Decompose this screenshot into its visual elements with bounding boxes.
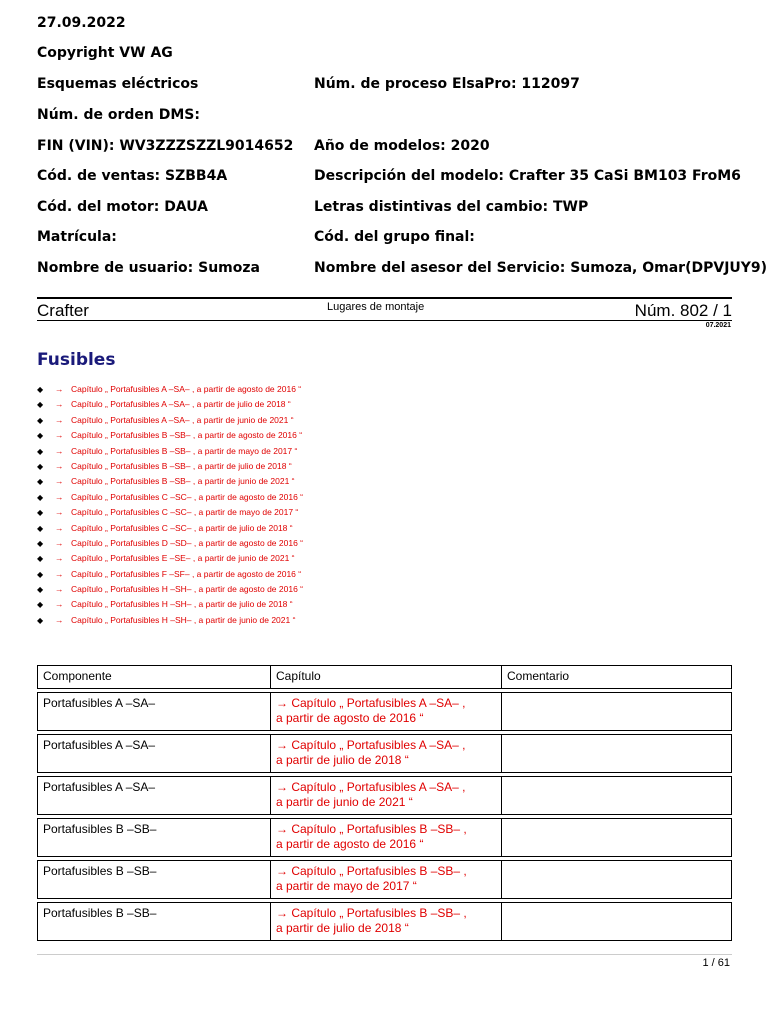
diamond-bullet-icon: ◆ <box>37 415 44 425</box>
list-item[interactable] <box>37 614 303 629</box>
chapter-line2[interactable]: a partir de julio de 2018 “ <box>276 921 409 935</box>
service-advisor: Nombre del asesor del Servicio: Sumoza, Omar(DPVJUY9) <box>314 260 768 276</box>
component-cell: Portafusibles B –SB– <box>37 860 271 899</box>
diamond-bullet-icon: ◆ <box>37 615 44 625</box>
schemes-label: Esquemas eléctricos <box>37 76 199 92</box>
license-plate: Matrícula: <box>37 229 117 245</box>
component-cell: Portafusibles A –SA– <box>37 692 271 731</box>
right-arrow-icon: → <box>55 414 64 425</box>
right-arrow-icon: → <box>55 476 64 487</box>
chapter-link[interactable]: Capítulo „ Portafusibles E –SE– , a partir de junio de 2021 “ <box>71 553 295 564</box>
chapter-link[interactable]: Capítulo „ Portafusibles F –SF– , a partir de agosto de 2016 “ <box>71 568 302 579</box>
chapter-link-cell[interactable] <box>271 692 502 731</box>
chapter-line2[interactable]: a partir de agosto de 2016 “ <box>276 711 424 725</box>
right-arrow-icon: → <box>55 599 64 610</box>
table-row <box>37 692 732 731</box>
chapter-link[interactable]: Capítulo „ Portafusibles H –SH– , a partir de julio de 2018 “ <box>71 599 293 610</box>
header-comment: Comentario <box>502 665 732 689</box>
list-item[interactable] <box>37 398 303 413</box>
right-arrow-icon: → <box>55 460 64 471</box>
chapter-line1[interactable]: Capítulo „ Portafusibles A –SA– , <box>291 738 466 752</box>
right-arrow-icon: → <box>55 399 64 410</box>
chapter-line1[interactable]: Capítulo „ Portafusibles A –SA– , <box>291 780 466 794</box>
right-arrow-icon: → <box>55 430 64 441</box>
chapter-link[interactable]: Capítulo „ Portafusibles B –SB– , a partir de agosto de 2016 “ <box>71 430 303 441</box>
right-arrow-icon: → <box>55 584 64 595</box>
right-arrow-icon: → <box>276 738 292 752</box>
diamond-bullet-icon: ◆ <box>37 600 44 610</box>
chapter-line1[interactable]: Capítulo „ Portafusibles B –SB– , <box>291 906 467 920</box>
right-arrow-icon: → <box>55 614 64 625</box>
list-item[interactable] <box>37 445 303 460</box>
table-row <box>37 734 732 773</box>
list-item[interactable] <box>37 506 303 521</box>
chapter-link[interactable]: Capítulo „ Portafusibles A –SA– , a partir de agosto de 2016 “ <box>71 384 302 394</box>
table-row <box>37 860 732 899</box>
title-top-rule <box>37 297 732 299</box>
diamond-bullet-icon: ◆ <box>37 400 44 410</box>
edition-date: 07.2021 <box>705 322 731 329</box>
header-chapter: Capítulo <box>271 665 502 689</box>
header-component: Componente <box>37 665 271 689</box>
right-arrow-icon: → <box>276 780 292 794</box>
comment-cell <box>502 734 732 773</box>
right-arrow-icon: → <box>55 445 64 456</box>
list-item[interactable] <box>37 383 303 398</box>
chapter-line2[interactable]: a partir de junio de 2021 “ <box>276 795 413 809</box>
list-item[interactable] <box>37 522 303 537</box>
chapter-link-cell[interactable] <box>271 734 502 773</box>
diamond-bullet-icon: ◆ <box>37 385 44 394</box>
right-arrow-icon: → <box>55 553 64 564</box>
gearbox-letters: Letras distintivas del cambio: TWP <box>314 199 589 215</box>
chapter-link-cell[interactable] <box>271 818 502 857</box>
chapter-link[interactable]: Capítulo „ Portafusibles D –SD– , a partir de agosto de 2016 “ <box>71 537 303 548</box>
diamond-bullet-icon: ◆ <box>37 477 44 487</box>
diamond-bullet-icon: ◆ <box>37 523 44 533</box>
footer-rule <box>37 954 732 955</box>
chapter-link[interactable]: Capítulo „ Portafusibles C –SC– , a partir de mayo de 2017 “ <box>71 507 299 518</box>
chapter-link-cell[interactable] <box>271 776 502 815</box>
chapter-line1[interactable]: Capítulo „ Portafusibles A –SA– , <box>291 696 466 710</box>
comment-cell <box>502 818 732 857</box>
right-arrow-icon: → <box>55 491 64 502</box>
page-indicator: 1 / 61 <box>702 957 730 969</box>
final-group-code: Cód. del grupo final: <box>314 229 475 245</box>
vin: FIN (VIN): WV3ZZZSZZL9014652 <box>37 138 294 154</box>
list-item[interactable] <box>37 583 303 598</box>
right-arrow-icon: → <box>276 864 292 878</box>
list-item[interactable] <box>37 568 303 583</box>
diamond-bullet-icon: ◆ <box>37 554 44 564</box>
list-item[interactable] <box>37 414 303 429</box>
chapter-link-cell[interactable] <box>271 860 502 899</box>
title-bottom-rule <box>37 320 732 321</box>
model-name: Crafter <box>37 301 89 320</box>
chapter-link[interactable]: Capítulo „ Portafusibles H –SH– , a partir de agosto de 2016 “ <box>71 584 303 595</box>
chapter-link[interactable]: Capítulo „ Portafusibles A –SA– , a partir de junio de 2021 “ <box>71 414 294 425</box>
section-heading: Fusibles <box>37 350 116 370</box>
doc-number: Núm. 802 / 1 <box>634 301 732 320</box>
chapter-link[interactable]: Capítulo „ Portafusibles C –SC– , a partir de julio de 2018 “ <box>71 522 293 533</box>
dms-order: Núm. de orden DMS: <box>37 107 200 123</box>
right-arrow-icon: → <box>55 568 64 579</box>
chapter-link[interactable]: Capítulo „ Portafusibles B –SB– , a partir de mayo de 2017 “ <box>71 445 298 456</box>
list-item[interactable] <box>37 429 303 444</box>
chapter-link-cell[interactable] <box>271 902 502 941</box>
list-item[interactable] <box>37 598 303 613</box>
right-arrow-icon: → <box>55 522 64 533</box>
component-cell: Portafusibles A –SA– <box>37 776 271 815</box>
right-arrow-icon: → <box>276 822 292 836</box>
component-cell: Portafusibles A –SA– <box>37 734 271 773</box>
right-arrow-icon: → <box>276 906 292 920</box>
chapter-link[interactable]: Capítulo „ Portafusibles C –SC– , a partir de agosto de 2016 “ <box>71 491 303 502</box>
chapter-link[interactable]: Capítulo „ Portafusibles B –SB– , a partir de julio de 2018 “ <box>71 460 292 471</box>
sales-code: Cód. de ventas: SZBB4A <box>37 168 228 184</box>
diamond-bullet-icon: ◆ <box>37 508 44 518</box>
component-cell: Portafusibles B –SB– <box>37 818 271 857</box>
engine-code: Cód. del motor: DAUA <box>37 199 208 215</box>
elsapro-process: Núm. de proceso ElsaPro: 112097 <box>314 76 580 92</box>
chapter-line2[interactable]: a partir de mayo de 2017 “ <box>276 879 417 893</box>
right-arrow-icon: → <box>55 384 64 394</box>
print-date: 27.09.2022 <box>37 15 126 31</box>
chapter-line1[interactable]: Capítulo „ Portafusibles B –SB– , <box>291 822 467 836</box>
diamond-bullet-icon: ◆ <box>37 569 44 579</box>
component-cell: Portafusibles B –SB– <box>37 902 271 941</box>
user-name: Nombre de usuario: Sumoza <box>37 260 260 276</box>
chapter-line2[interactable]: a partir de agosto de 2016 “ <box>276 837 424 851</box>
model-description: Descripción del modelo: Crafter 35 CaSi BM103 FroM6 <box>314 168 741 184</box>
list-item[interactable] <box>37 460 303 475</box>
list-item[interactable] <box>37 475 303 490</box>
table-row <box>37 776 732 815</box>
right-arrow-icon: → <box>55 507 64 518</box>
diamond-bullet-icon: ◆ <box>37 461 44 471</box>
right-arrow-icon: → <box>55 537 64 548</box>
chapter-link[interactable]: Capítulo „ Portafusibles H –SH– , a partir de junio de 2021 “ <box>71 614 296 625</box>
fuse-chapter-list <box>37 383 303 629</box>
comment-cell <box>502 692 732 731</box>
list-item[interactable] <box>37 552 303 567</box>
diamond-bullet-icon: ◆ <box>37 446 44 456</box>
right-arrow-icon: → <box>276 696 292 710</box>
diamond-bullet-icon: ◆ <box>37 431 44 441</box>
list-item[interactable] <box>37 491 303 506</box>
chapter-link[interactable]: Capítulo „ Portafusibles A –SA– , a partir de julio de 2018 “ <box>71 399 291 410</box>
diamond-bullet-icon: ◆ <box>37 492 44 502</box>
comment-cell <box>502 860 732 899</box>
list-item[interactable] <box>37 537 303 552</box>
diamond-bullet-icon: ◆ <box>37 585 44 595</box>
table-row <box>37 902 732 941</box>
chapter-line2[interactable]: a partir de julio de 2018 “ <box>276 753 409 767</box>
table-row <box>37 818 732 857</box>
doc-subject: Lugares de montaje <box>327 301 425 313</box>
chapter-line1[interactable]: Capítulo „ Portafusibles B –SB– , <box>291 864 467 878</box>
component-table <box>37 662 732 944</box>
diamond-bullet-icon: ◆ <box>37 538 44 548</box>
comment-cell <box>502 776 732 815</box>
table-header-row <box>37 665 732 689</box>
model-year: Año de modelos: 2020 <box>314 138 490 154</box>
comment-cell <box>502 902 732 941</box>
copyright: Copyright VW AG <box>37 45 173 61</box>
chapter-link[interactable]: Capítulo „ Portafusibles B –SB– , a partir de junio de 2021 “ <box>71 476 295 487</box>
